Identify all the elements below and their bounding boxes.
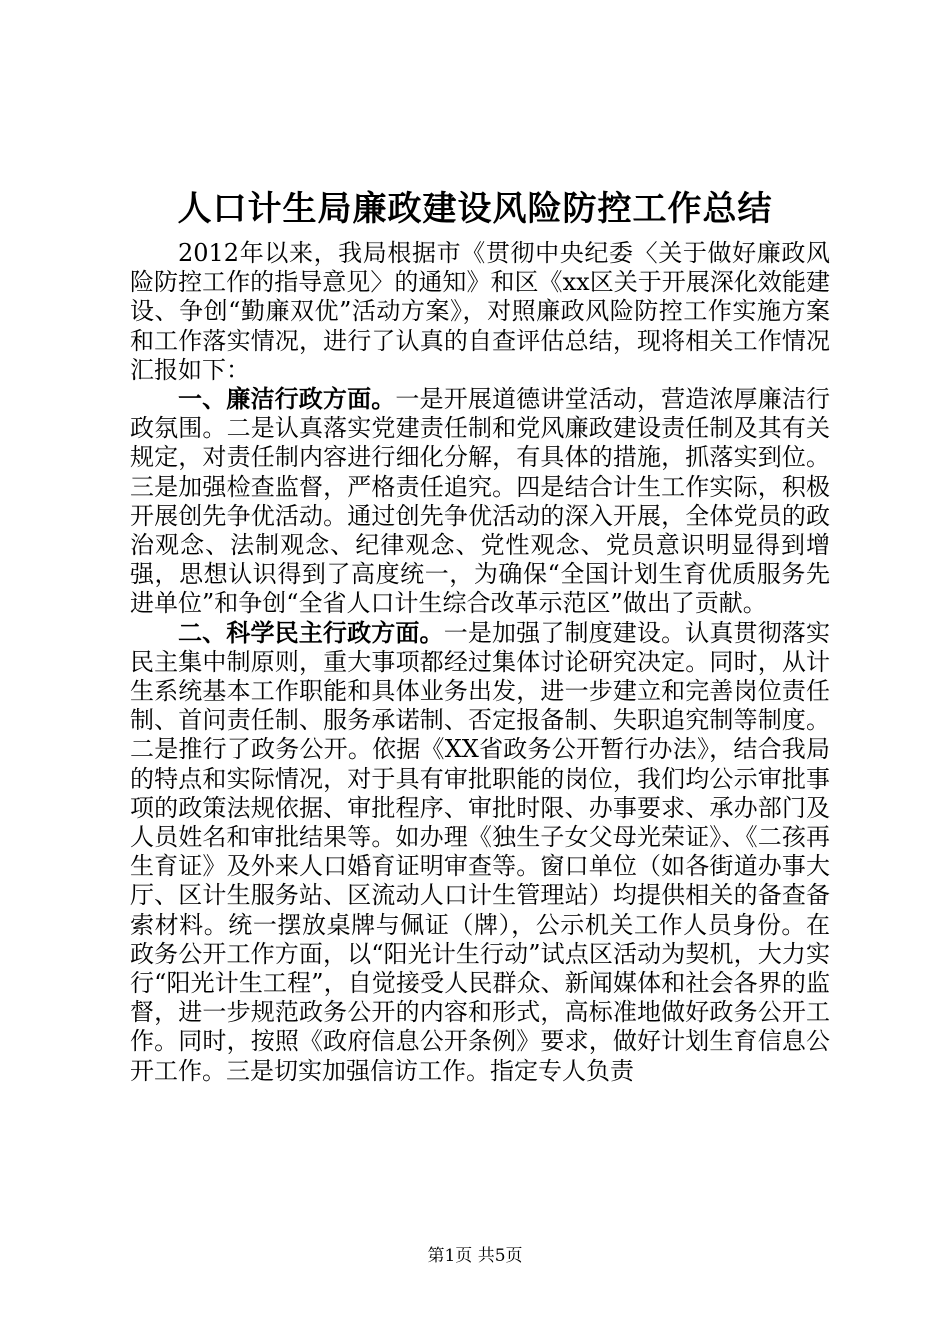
section-paragraph-1 <box>130 385 830 619</box>
document-body <box>130 239 830 1086</box>
intro-paragraph: 2012年以来，我局根据市《贯彻中央纪委〈关于做好廉政风险防控工作的指导意见〉的通知》和区《xx区关于开展深化效能建设、争创“勤廉双优”活动方案》，对照廉政风险防控工作实施方案和工作落实情况，进行了认真的自查评估总结，现将相关工作情况汇报如下： <box>130 239 830 384</box>
section-text-2: 一是加强了制度建设。认真贯彻落实民主集中制原则，重大事项都经过集体讨论研究决定。同时，从计生系统基本工作职能和具体业务出发，进一步建立和完善岗位责任制、首问责任制、服务承诺制、否定报备制、失职追究制等制度。二是推行了政务公开。依据《XX省政务公开暂行办法》，结合我局的特点和实际情况，对于具有审批职能的岗位，我们均公示审批事项的政策法规依据、审批程序、审批时限、办事要求、承办部门及人员姓名和审批结果等。如办理《独生子女父母光荣证》、《二孩再生育证》及外来人口婚育证明审查等。窗口单位（如各街道办事大厅、区计生服务站、区流动人口计生管理站）均提供相关的备查备索材料。统一摆放桌牌与佩证（牌），公示机关工作人员身份。在政务公开工作方面，以“阳光计生行动”试点区活动为契机，大力实行“阳光计生工程”，自觉接受人民群众、新闻媒体和社会各界的监督，进一步规范政务公开的内容和形式，高标准地做好政务公开工作。同时，按照《政府信息公开条例》要求，做好计划生育信息公开工作。三是切实加强信访工作。指定专人负责 <box>130 618 831 1085</box>
section-paragraph-2 <box>130 619 830 1086</box>
document-title: 人口计生局廉政建设风险防控工作总结 <box>177 189 773 229</box>
section-heading-1: 一、廉洁行政方面。 <box>178 385 396 414</box>
section-heading-2: 二、科学民主行政方面。 <box>178 618 444 647</box>
section-text-1: 一是开展道德讲堂活动，营造浓厚廉洁行政氛围。二是认真落实党建责任制和党风廉政建设责任制及其有关规定，对责任制内容进行细化分解，有具体的措施，抓落实到位。三是加强检查监督，严格责任追究。四是结合计生工作实际，积极开展创先争优活动。通过创先争优活动的深入开展，全体党员的政治观念、法制观念、纪律观念、党性观念、党员意识明显得到增强，思想认识得到了高度统一，为确保“全国计划生育优质服务先进单位”和争创“全省人口计生综合改革示范区”做出了贡献。 <box>130 385 831 618</box>
page-footer: 第1页 共5页 <box>427 1246 523 1266</box>
